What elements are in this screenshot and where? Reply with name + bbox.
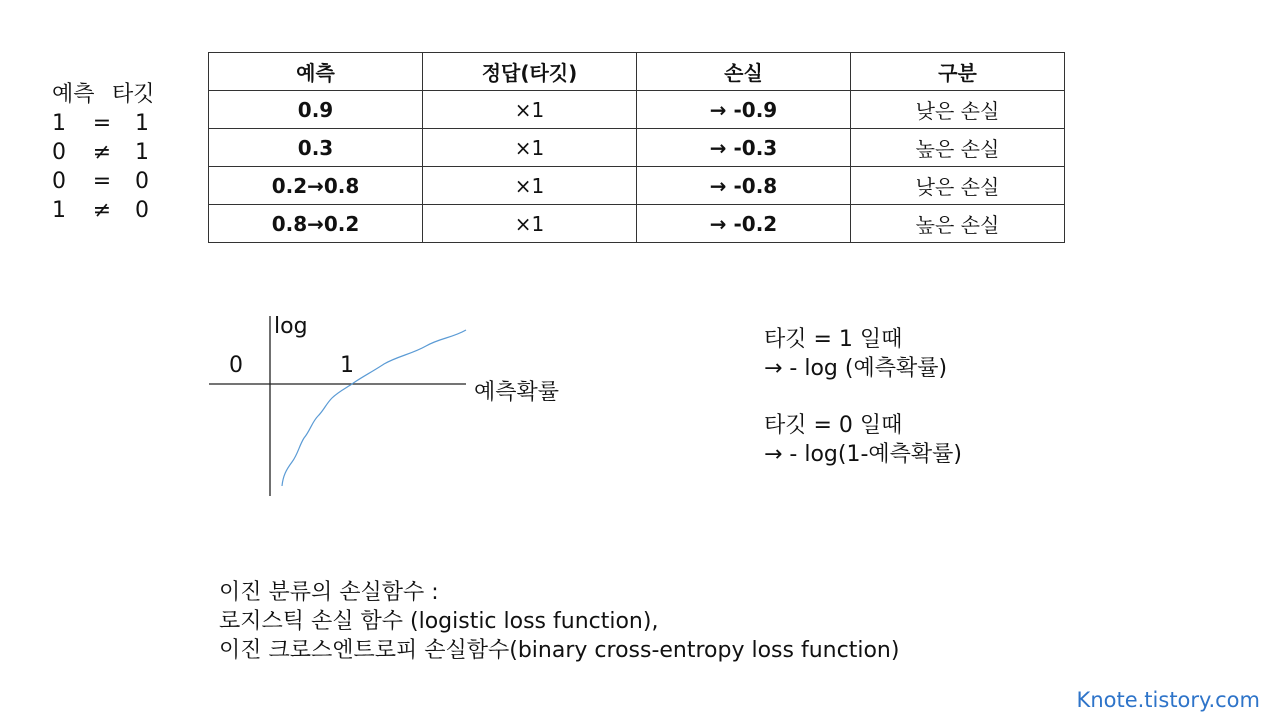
cell-target: ×1 <box>423 167 637 205</box>
cell-category: 높은 손실 <box>851 129 1065 167</box>
key-relation: = <box>92 111 112 136</box>
caption <box>219 578 899 665</box>
key-row <box>52 138 162 167</box>
key-target: 0 <box>135 169 149 194</box>
key-relation: ≠ <box>92 140 112 165</box>
graph-x-label: 예측확률 <box>474 380 560 405</box>
caption-line: 이진 분류의 손실함수 : <box>219 580 439 605</box>
key-header-prediction: 예측 <box>52 82 95 107</box>
key-target: 1 <box>135 140 149 165</box>
key-row <box>52 196 162 225</box>
target-one-note <box>764 325 947 383</box>
key-prediction: 0 <box>52 169 66 194</box>
header-prediction: 예측 <box>209 53 423 91</box>
cell-prediction: 0.8→0.2 <box>209 205 423 243</box>
target-one-formula: → - log (예측확률) <box>764 356 948 381</box>
key-relation: = <box>92 169 112 194</box>
cell-loss: → -0.2 <box>637 205 851 243</box>
table-row <box>209 205 1065 243</box>
key-row <box>52 109 162 138</box>
graph-y-label: log <box>274 314 308 339</box>
header-target: 정답(타깃) <box>423 53 637 91</box>
graph-tick-one: 1 <box>340 353 354 378</box>
key-row <box>52 167 162 196</box>
prediction-target-key <box>52 80 162 225</box>
cell-target: ×1 <box>423 129 637 167</box>
cell-loss: → -0.8 <box>637 167 851 205</box>
key-relation: ≠ <box>92 198 112 223</box>
caption-line: 이진 크로스엔트로피 손실함수(binary cross-entropy loss function) <box>219 638 900 663</box>
cell-loss: → -0.9 <box>637 91 851 129</box>
target-zero-note <box>764 411 962 469</box>
log-graph-svg <box>200 310 580 510</box>
table-header-row <box>209 53 1065 91</box>
cell-target: ×1 <box>423 91 637 129</box>
log-graph <box>200 310 580 514</box>
cell-category: 낮은 손실 <box>851 167 1065 205</box>
header-category: 구분 <box>851 53 1065 91</box>
cell-prediction: 0.3 <box>209 129 423 167</box>
cell-target: ×1 <box>423 205 637 243</box>
key-prediction: 0 <box>52 140 66 165</box>
key-prediction: 1 <box>52 198 66 223</box>
key-prediction: 1 <box>52 111 66 136</box>
watermark: Knote.tistory.com <box>1076 688 1260 712</box>
key-target: 1 <box>135 111 149 136</box>
cell-prediction: 0.2→0.8 <box>209 167 423 205</box>
cell-loss: → -0.3 <box>637 129 851 167</box>
cell-category: 높은 손실 <box>851 205 1065 243</box>
cell-prediction: 0.9 <box>209 91 423 129</box>
target-zero-formula: → - log(1-예측확률) <box>764 442 963 467</box>
graph-tick-zero: 0 <box>229 353 243 378</box>
table-row <box>209 91 1065 129</box>
loss-table <box>208 52 1065 243</box>
table-row <box>209 129 1065 167</box>
header-loss: 손실 <box>637 53 851 91</box>
log-curve <box>282 330 466 486</box>
key-header <box>52 80 162 109</box>
cell-category: 낮은 손실 <box>851 91 1065 129</box>
key-target: 0 <box>135 198 149 223</box>
caption-line: 로지스틱 손실 함수 (logistic loss function), <box>219 609 659 634</box>
key-header-target: 타깃 <box>112 82 155 107</box>
table-row <box>209 167 1065 205</box>
target-zero-condition: 타깃 = 0 일때 <box>764 413 903 438</box>
target-one-condition: 타깃 = 1 일때 <box>764 327 903 352</box>
